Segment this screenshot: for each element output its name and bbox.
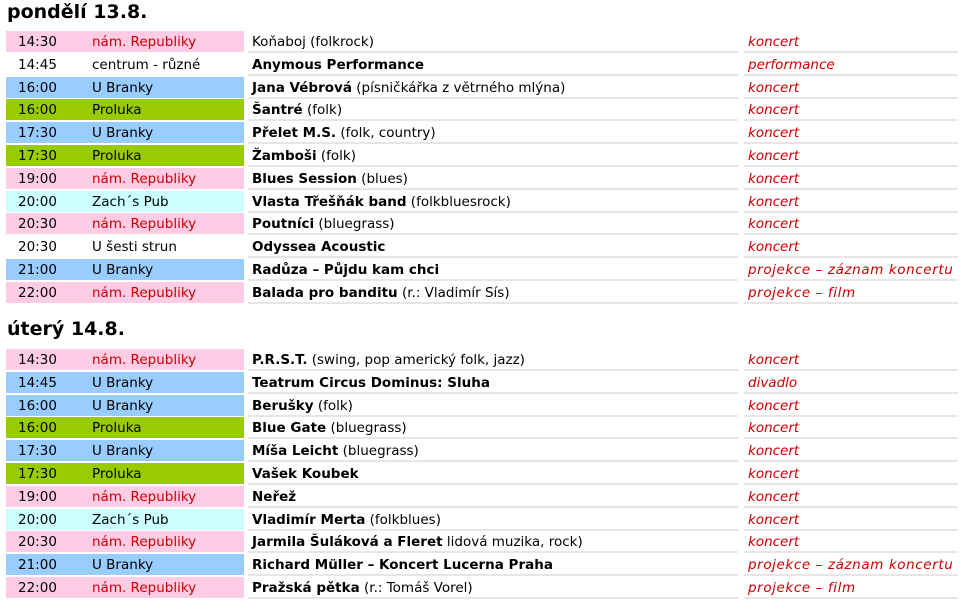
event-time: 22:00 — [6, 577, 98, 599]
event-venue: Zach´s Pub — [88, 509, 244, 531]
performer-name: Blues Session — [252, 171, 357, 187]
schedule-row — [6, 486, 958, 508]
event-type: koncert — [744, 31, 958, 53]
performer-genre: (bluegrass) — [338, 443, 419, 459]
event-time: 19:00 — [6, 168, 98, 190]
performer-genre: (swing, pop americký folk, jazz) — [307, 352, 525, 368]
event-venue: Proluka — [88, 417, 244, 439]
performer-name: Přelet M.S. — [252, 125, 337, 141]
event-time: 14:30 — [6, 349, 98, 371]
schedule-row — [6, 463, 958, 485]
event-performer — [248, 282, 738, 304]
event-type: koncert — [744, 236, 958, 258]
event-time: 21:00 — [6, 554, 98, 576]
event-performer — [248, 417, 738, 439]
event-performer — [248, 372, 738, 394]
day-title: pondělí 13.8. — [7, 1, 148, 23]
event-performer — [248, 54, 738, 76]
event-type: divadlo — [744, 372, 958, 394]
schedule-row — [6, 31, 958, 53]
performer-name: Vladimír Merta — [252, 512, 366, 528]
performer-genre: (folkrock) — [305, 34, 375, 50]
event-type: koncert — [744, 122, 958, 144]
event-type: koncert — [744, 509, 958, 531]
schedule-row — [6, 349, 958, 371]
event-time: 17:30 — [6, 122, 98, 144]
performer-genre: lidová muzika, rock) — [442, 534, 583, 550]
event-venue: Proluka — [88, 99, 244, 121]
event-venue: nám. Republiky — [88, 577, 244, 599]
event-time: 20:00 — [6, 509, 98, 531]
performer-name: Richard Müller – Koncert Lucerna Praha — [252, 557, 553, 573]
performer-genre: (folk) — [313, 398, 353, 414]
performer-name: P.R.S.T. — [252, 352, 308, 368]
event-venue: nám. Republiky — [88, 168, 244, 190]
performer-name: Blue Gate — [252, 420, 327, 436]
event-venue: Zach´s Pub — [88, 191, 244, 213]
performer-genre: (r.: Vladimír Sís) — [397, 285, 510, 301]
event-performer — [248, 99, 738, 121]
event-performer — [248, 440, 738, 462]
event-venue: U Branky — [88, 77, 244, 99]
event-venue: U Branky — [88, 554, 244, 576]
performer-name: Vlasta Třešňák band — [252, 194, 407, 210]
event-venue: U Branky — [88, 122, 244, 144]
event-type: koncert — [744, 191, 958, 213]
schedule-row — [6, 417, 958, 439]
schedule-row — [6, 122, 958, 144]
performer-genre: (bluegrass) — [314, 216, 395, 232]
performer-genre: (r.: Tomáš Vorel) — [359, 580, 473, 596]
event-time: 20:00 — [6, 191, 98, 213]
performer-genre: (folkbluesrock) — [406, 194, 511, 210]
event-performer — [248, 531, 738, 553]
performer-name: Teatrum Circus Dominus: Sluha — [252, 375, 490, 391]
performer-name: Šantré — [252, 102, 303, 118]
performer-genre: (folk) — [302, 102, 343, 118]
event-time: 22:00 — [6, 282, 98, 304]
event-venue: U Branky — [88, 259, 244, 281]
performer-genre: (písničkářka z větrného mlýna) — [351, 80, 566, 96]
performer-name: Odyssea Acoustic — [252, 239, 386, 255]
event-performer — [248, 236, 738, 258]
event-time: 16:00 — [6, 77, 98, 99]
event-venue: centrum - různé — [88, 54, 244, 76]
event-venue: nám. Republiky — [88, 282, 244, 304]
event-performer — [248, 259, 738, 281]
event-performer — [248, 554, 738, 576]
event-performer — [248, 77, 738, 99]
event-performer — [248, 509, 738, 531]
event-type: projekce – záznam koncertu — [744, 554, 958, 576]
event-performer — [248, 145, 738, 167]
schedule-row — [6, 554, 958, 576]
event-type: projekce – film — [744, 282, 958, 304]
schedule-row — [6, 282, 958, 304]
event-type: projekce – film — [744, 577, 958, 599]
schedule-row — [6, 168, 958, 190]
event-type: koncert — [744, 463, 958, 485]
event-venue: U Branky — [88, 440, 244, 462]
event-type: koncert — [744, 77, 958, 99]
event-type: koncert — [744, 440, 958, 462]
performer-name: Míša Leicht — [252, 443, 339, 459]
schedule-row — [6, 99, 958, 121]
performer-name: Žamboši — [252, 148, 317, 164]
performer-genre: (folk, country) — [336, 125, 436, 141]
event-venue: nám. Republiky — [88, 486, 244, 508]
performer-genre: (folkblues) — [365, 512, 441, 528]
event-venue: nám. Republiky — [88, 31, 244, 53]
day-title: úterý 14.8. — [7, 318, 125, 340]
event-type: koncert — [744, 531, 958, 553]
schedule-row — [6, 259, 958, 281]
event-venue: nám. Republiky — [88, 531, 244, 553]
schedule-row — [6, 395, 958, 417]
event-performer — [248, 122, 738, 144]
event-performer — [248, 463, 738, 485]
event-venue: nám. Republiky — [88, 213, 244, 235]
performer-name: Vašek Koubek — [252, 466, 359, 482]
event-type: koncert — [744, 145, 958, 167]
performer-name: Koňaboj — [252, 34, 306, 50]
event-performer — [248, 31, 738, 53]
event-performer — [248, 213, 738, 235]
event-performer — [248, 486, 738, 508]
event-type: koncert — [744, 349, 958, 371]
performer-name: Radůza – Půjdu kam chci — [252, 262, 440, 278]
event-time: 20:30 — [6, 236, 98, 258]
schedule-row — [6, 77, 958, 99]
performer-name: Pražská pětka — [252, 580, 360, 596]
event-type: koncert — [744, 395, 958, 417]
event-venue: U šesti strun — [88, 236, 244, 258]
event-performer — [248, 395, 738, 417]
performer-name: Neřež — [252, 489, 297, 505]
performer-name: Balada pro banditu — [252, 285, 398, 301]
performer-name: Poutníci — [252, 216, 315, 232]
schedule-row — [6, 145, 958, 167]
performer-genre: (blues) — [356, 171, 408, 187]
event-time: 17:30 — [6, 440, 98, 462]
schedule-row — [6, 372, 958, 394]
event-type: koncert — [744, 486, 958, 508]
event-type: projekce – záznam koncertu — [744, 259, 958, 281]
event-venue: Proluka — [88, 145, 244, 167]
event-type: koncert — [744, 168, 958, 190]
event-type: performance — [744, 54, 958, 76]
schedule-row — [6, 577, 958, 599]
event-performer — [248, 191, 738, 213]
event-venue: nám. Republiky — [88, 349, 244, 371]
schedule-row — [6, 54, 958, 76]
performer-genre: (bluegrass) — [326, 420, 407, 436]
schedule-row — [6, 509, 958, 531]
event-performer — [248, 349, 738, 371]
schedule-row — [6, 440, 958, 462]
event-time: 21:00 — [6, 259, 98, 281]
performer-genre: (folk) — [316, 148, 356, 164]
event-type: koncert — [744, 417, 958, 439]
schedule-row — [6, 531, 958, 553]
event-type: koncert — [744, 99, 958, 121]
event-venue: Proluka — [88, 463, 244, 485]
event-time: 16:00 — [6, 417, 98, 439]
event-time: 17:30 — [6, 145, 98, 167]
event-time: 20:30 — [6, 531, 98, 553]
event-venue: U Branky — [88, 372, 244, 394]
event-time: 16:00 — [6, 99, 98, 121]
event-time: 17:30 — [6, 463, 98, 485]
event-venue: U Branky — [88, 395, 244, 417]
event-time: 14:30 — [6, 31, 98, 53]
performer-name: Berušky — [252, 398, 314, 414]
event-performer — [248, 577, 738, 599]
schedule-row — [6, 191, 958, 213]
event-time: 19:00 — [6, 486, 98, 508]
event-performer — [248, 168, 738, 190]
event-type: koncert — [744, 213, 958, 235]
schedule-row — [6, 236, 958, 258]
event-time: 14:45 — [6, 54, 98, 76]
event-time: 20:30 — [6, 213, 98, 235]
performer-name: Jarmila Šuláková a Fleret — [252, 534, 443, 550]
event-time: 14:45 — [6, 372, 98, 394]
performer-name: Jana Vébrová — [252, 80, 352, 96]
event-time: 16:00 — [6, 395, 98, 417]
performer-name: Anymous Performance — [252, 57, 425, 73]
schedule-row — [6, 213, 958, 235]
